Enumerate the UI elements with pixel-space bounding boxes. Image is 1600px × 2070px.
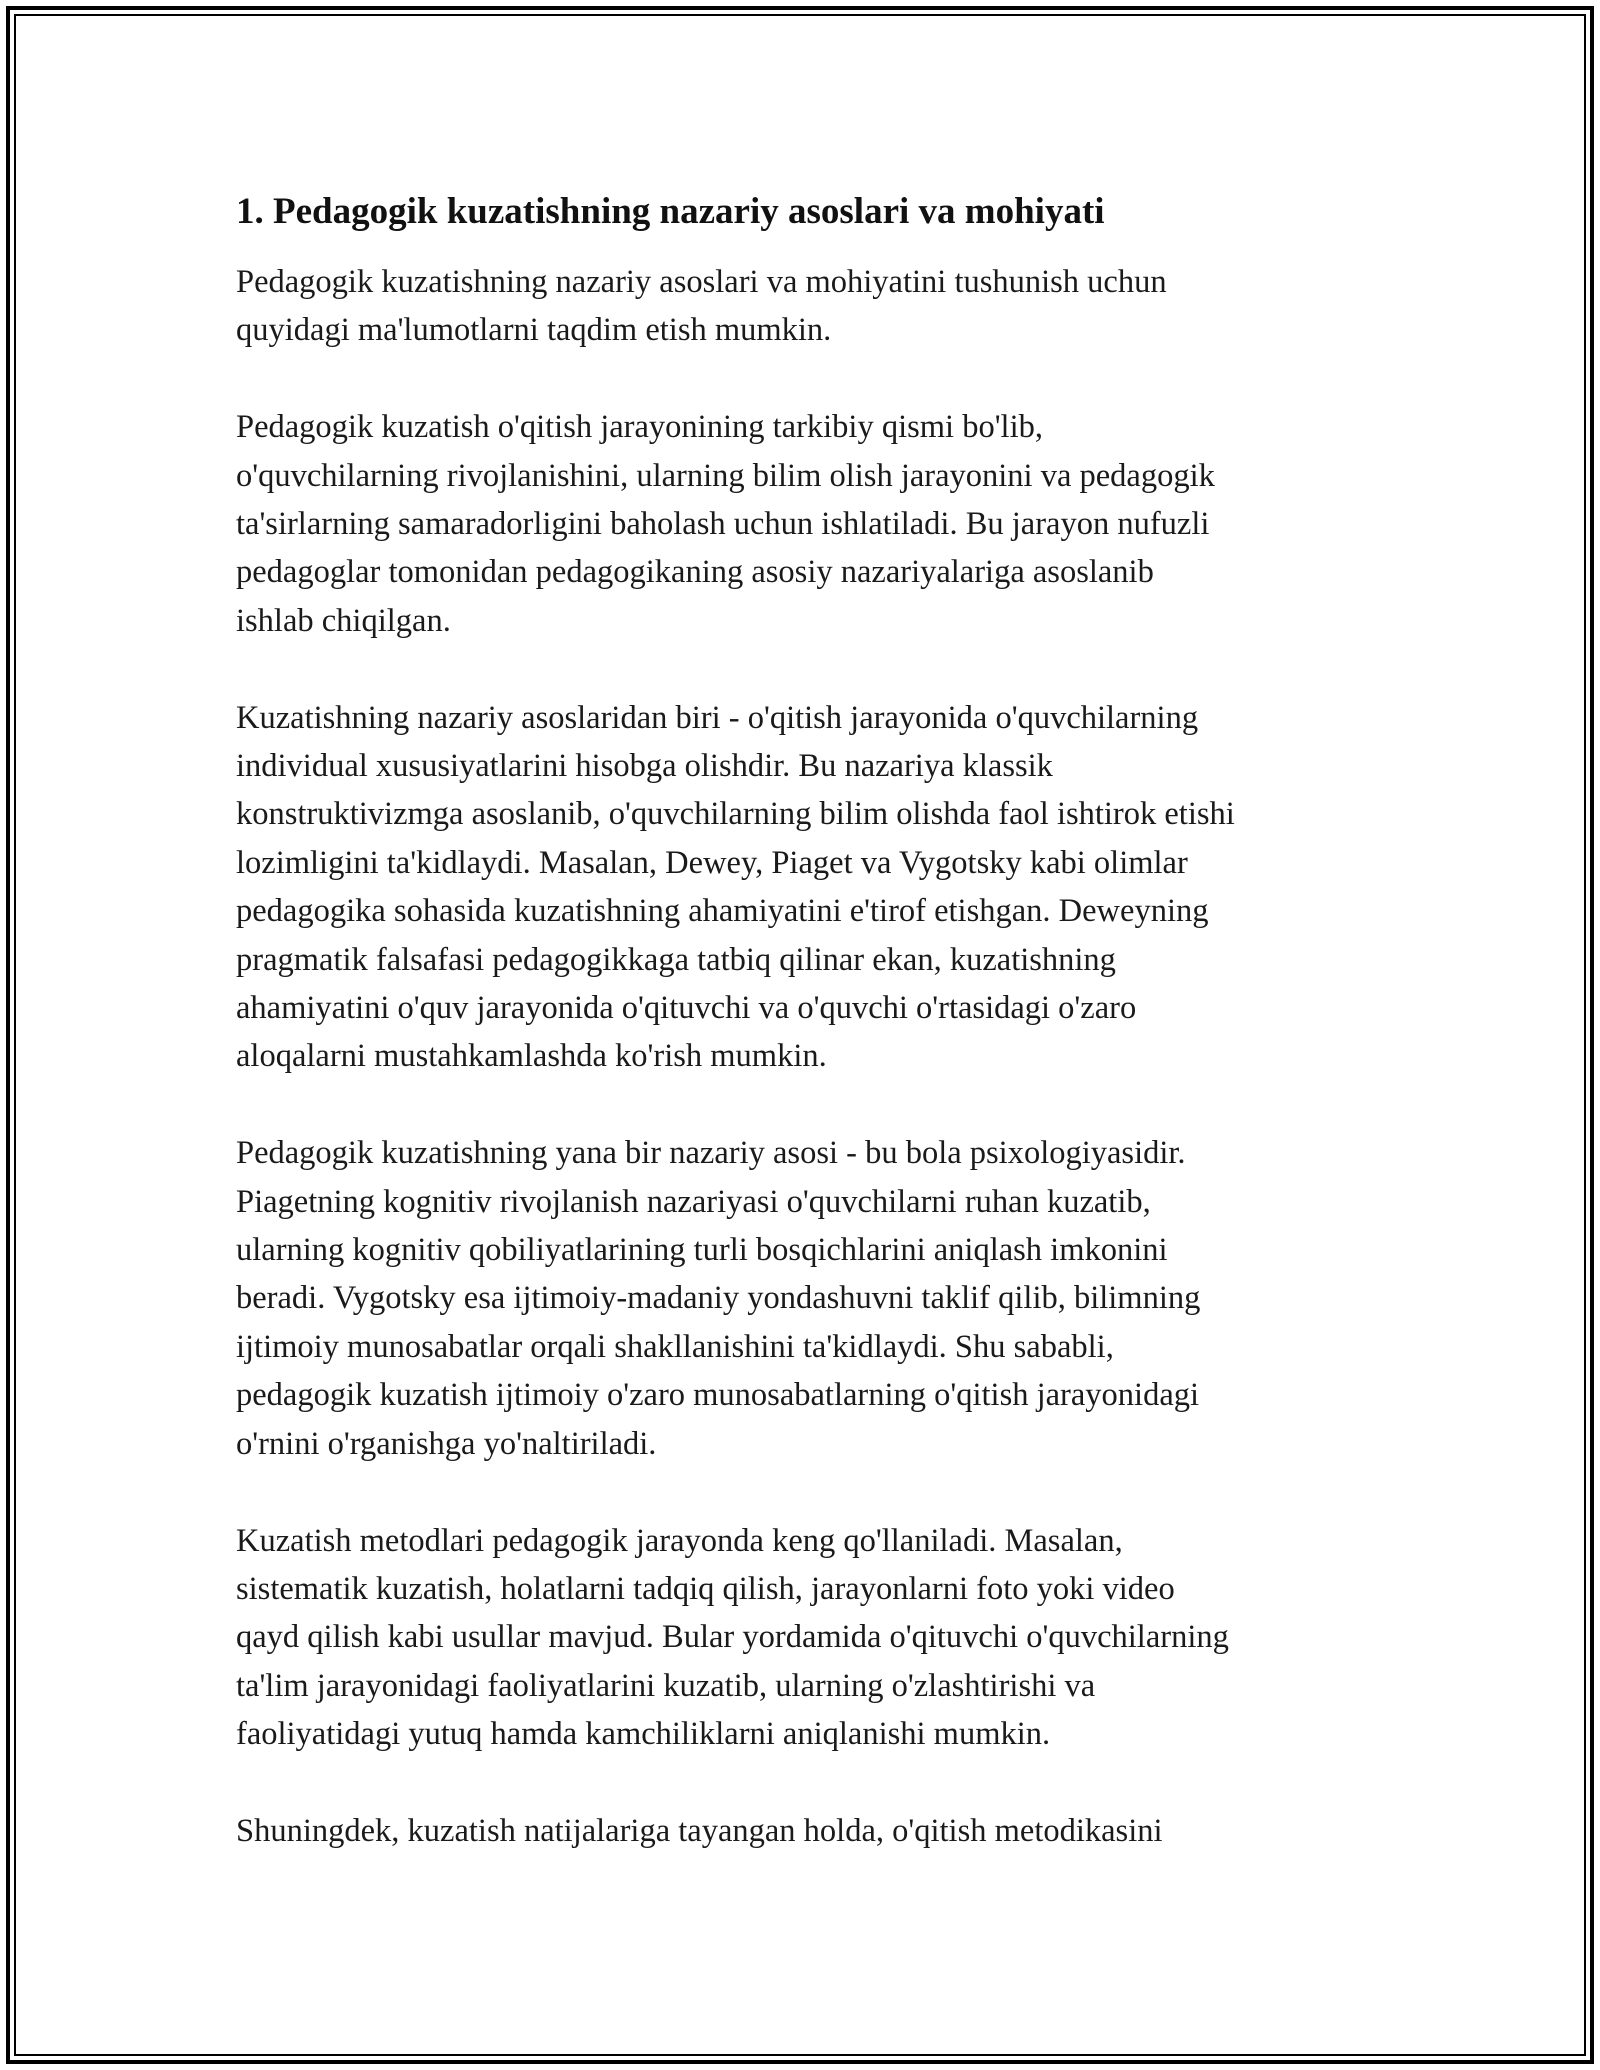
- paragraph-intro: [236, 258, 1386, 355]
- text-line: Pedagogik kuzatish o'qitish jarayonining tarkibiy qismi bo'lib,: [236, 409, 1043, 446]
- text-line: individual xususiyatlarini hisobga olishdir. Bu nazariya klassik: [236, 748, 1053, 785]
- text-line: pedagoglar tomonidan pedagogikaning asosiy nazariyalariga asoslanib: [236, 554, 1154, 591]
- text-line: qayd qilish kabi usullar mavjud. Bular yordamida o'qituvchi o'quvchilarning: [236, 1619, 1229, 1656]
- text-line: Pedagogik kuzatishning nazariy asoslari va mohiyatini tushunish uchun: [236, 264, 1167, 300]
- text-line: ta'lim jarayonidagi faoliyatlarini kuzatib, ularning o'zlashtirishi va: [236, 1667, 1096, 1704]
- text-line: ishlab chiqilgan.: [236, 602, 451, 639]
- section-heading: 1. Pedagogik kuzatishning nazariy asoslari va mohiyati: [236, 191, 1105, 232]
- text-line: faoliyatidagi yutuq hamda kamchiliklarni aniqlanishi mumkin.: [236, 1716, 1051, 1753]
- text-line: quyidagi ma'lumotlarni taqdim etish mumkin.: [236, 312, 832, 349]
- text-line: Piagetning kognitiv rivojlanish nazariyasi o'quvchilarni ruhan kuzatib,: [236, 1183, 1151, 1220]
- text-line: pedagogika sohasida kuzatishning ahamiyatini e'tirof etishgan. Deweyning: [236, 893, 1209, 930]
- text-line: beradi. Vygotsky esa ijtimoiy-madaniy yondashuvni taklif qilib, bilimning: [236, 1280, 1201, 1317]
- paragraph-definition: [236, 403, 1386, 645]
- text-line: Kuzatishning nazariy asoslaridan biri - o'qitish jarayonida o'quvchilarning: [236, 699, 1199, 736]
- text-line: lozimligini ta'kidlaydi. Masalan, Dewey, Piaget va Vygotsky kabi olimlar: [236, 844, 1188, 881]
- text-line: ta'sirlarning samaradorligini baholash uchun ishlatiladi. Bu jarayon nufuzli: [236, 506, 1210, 543]
- text-line: pedagogik kuzatish ijtimoiy o'zaro munosabatlarning o'qitish jarayonidagi: [236, 1377, 1200, 1414]
- text-line: ahamiyatini o'quv jarayonida o'qituvchi va o'quvchi o'rtasidagi o'zaro: [236, 990, 1137, 1027]
- text-line: ularning kognitiv qobiliyatlarining turli bosqichlarini aniqlash imkonini: [236, 1232, 1168, 1269]
- text-line: Shuningdek, kuzatish natijalariga tayangan holda, o'qitish metodikasini: [236, 1812, 1163, 1849]
- text-line: aloqalarni mustahkamlashda ko'rish mumkin.: [236, 1038, 827, 1075]
- text-line: ijtimoiy munosabatlar orqali shakllanishini ta'kidlaydi. Shu sababli,: [236, 1328, 1114, 1365]
- text-line: o'quvchilarning rivojlanishini, ularning bilim olish jarayonini va pedagogik: [236, 457, 1215, 494]
- text-line: sistematik kuzatish, holatlarni tadqiq qilish, jarayonlarni foto yoki video: [236, 1570, 1175, 1607]
- paragraph-theory-individual: [236, 694, 1386, 1081]
- paragraph-theory-psychology: [236, 1129, 1386, 1468]
- paragraph-conclusion: [236, 1807, 1386, 1855]
- document-body: [236, 186, 1386, 1904]
- text-line: o'rnini o'rganishga yo'naltiriladi.: [236, 1425, 657, 1462]
- paragraph-methods: [236, 1517, 1386, 1759]
- text-line: Kuzatish metodlari pedagogik jarayonda keng qo'llaniladi. Masalan,: [236, 1522, 1123, 1559]
- text-line: Pedagogik kuzatishning yana bir nazariy asosi - bu bola psixologiyasidir.: [236, 1135, 1186, 1172]
- text-line: konstruktivizmga asoslanib, o'quvchilarning bilim olishda faol ishtirok etishi: [236, 796, 1235, 833]
- text-line: pragmatik falsafasi pedagogikkaga tatbiq qilinar ekan, kuzatishning: [236, 941, 1116, 978]
